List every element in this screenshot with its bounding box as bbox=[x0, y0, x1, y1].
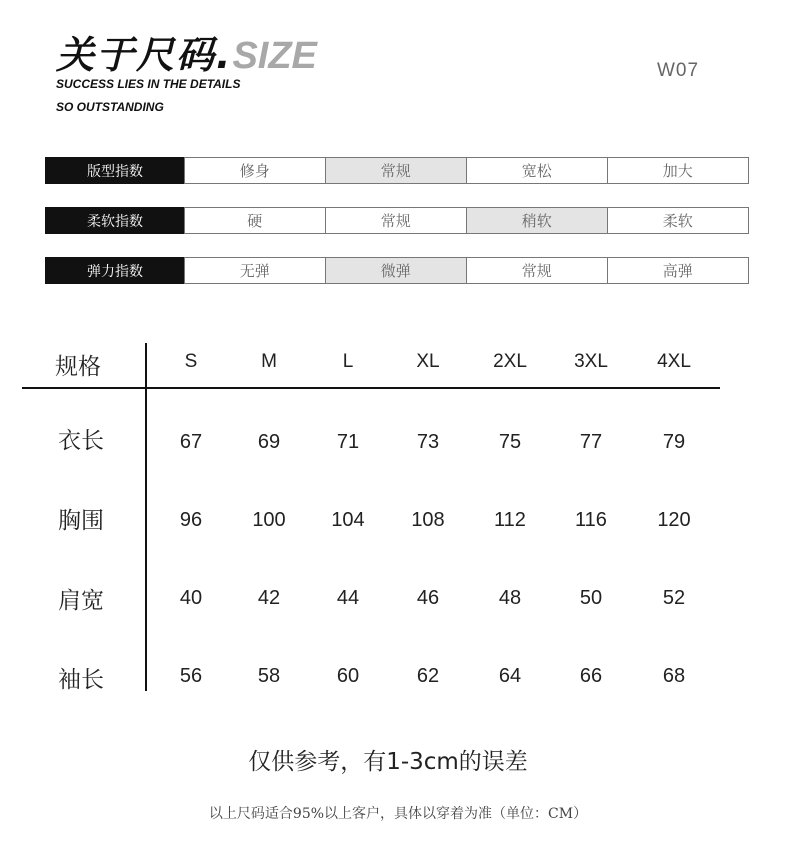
product-code: W07 bbox=[657, 60, 700, 81]
row-label: 胸围 bbox=[58, 508, 104, 534]
table-header-label: 规格 bbox=[55, 354, 101, 380]
size-header: 3XL bbox=[574, 351, 608, 372]
label-divider bbox=[145, 343, 147, 691]
table-cell: 56 bbox=[179, 665, 203, 687]
table-cell: 52 bbox=[662, 587, 686, 609]
tolerance-note: 仅供参考，有1-3cm的误差 bbox=[248, 749, 528, 775]
table-cell: 68 bbox=[662, 665, 686, 687]
scale-option: 高弹 bbox=[607, 257, 750, 284]
size-header: 2XL bbox=[493, 351, 527, 372]
scale-option: 硬 bbox=[184, 207, 327, 234]
table-cell: 66 bbox=[579, 665, 603, 687]
title-chinese: 关于尺码. bbox=[56, 33, 233, 77]
table-cell: 77 bbox=[579, 431, 603, 453]
tagline-1: SUCCESS LIES IN THE DETAILS bbox=[56, 77, 241, 91]
scale-option: 柔软 bbox=[607, 207, 750, 234]
size-header: S bbox=[184, 351, 198, 372]
size-header: XL bbox=[416, 351, 440, 372]
scale-option: 加大 bbox=[607, 157, 750, 184]
scale-option: 常规 bbox=[325, 207, 468, 234]
table-cell: 96 bbox=[179, 509, 203, 531]
scale-option: 无弹 bbox=[184, 257, 327, 284]
size-header: L bbox=[342, 351, 354, 372]
tagline-2: SO OUTSTANDING bbox=[56, 100, 164, 114]
table-cell: 40 bbox=[179, 587, 203, 609]
table-cell: 50 bbox=[579, 587, 603, 609]
table-cell: 48 bbox=[498, 587, 522, 609]
table-cell: 62 bbox=[416, 665, 440, 687]
table-cell: 75 bbox=[498, 431, 522, 453]
table-cell: 64 bbox=[498, 665, 522, 687]
table-cell: 112 bbox=[494, 509, 526, 531]
table-cell: 44 bbox=[336, 587, 360, 609]
table-cell: 100 bbox=[252, 509, 286, 531]
table-cell: 46 bbox=[416, 587, 440, 609]
scale-option-selected: 微弹 bbox=[325, 257, 468, 284]
scale-option: 修身 bbox=[184, 157, 327, 184]
table-cell: 73 bbox=[416, 431, 440, 453]
table-cell: 108 bbox=[411, 509, 445, 531]
table-cell: 60 bbox=[336, 665, 360, 687]
size-header: M bbox=[261, 351, 277, 372]
scale-label: 弹力指数 bbox=[45, 257, 185, 284]
row-label: 衣长 bbox=[58, 428, 104, 454]
table-cell: 116 bbox=[575, 509, 607, 531]
scale-option-selected: 稍软 bbox=[466, 207, 609, 234]
row-label: 肩宽 bbox=[58, 588, 104, 614]
table-cell: 79 bbox=[662, 431, 686, 453]
row-label: 袖长 bbox=[58, 667, 104, 693]
title-english: SIZE bbox=[232, 35, 317, 77]
scale-option: 宽松 bbox=[466, 157, 609, 184]
scale-option-selected: 常规 bbox=[325, 157, 468, 184]
table-cell: 58 bbox=[257, 665, 281, 687]
table-cell: 42 bbox=[257, 587, 281, 609]
table-cell: 71 bbox=[336, 431, 360, 453]
table-cell: 69 bbox=[257, 431, 281, 453]
table-cell: 120 bbox=[657, 509, 691, 531]
scale-option: 常规 bbox=[466, 257, 609, 284]
table-cell: 104 bbox=[331, 509, 365, 531]
footnote: 以上尺码适合95%以上客户，具体以穿着为准（单位：CM） bbox=[208, 806, 588, 822]
header-divider bbox=[22, 387, 720, 389]
table-cell: 67 bbox=[179, 431, 203, 453]
scale-label: 版型指数 bbox=[45, 157, 185, 184]
size-header: 4XL bbox=[657, 351, 691, 372]
scale-label: 柔软指数 bbox=[45, 207, 185, 234]
